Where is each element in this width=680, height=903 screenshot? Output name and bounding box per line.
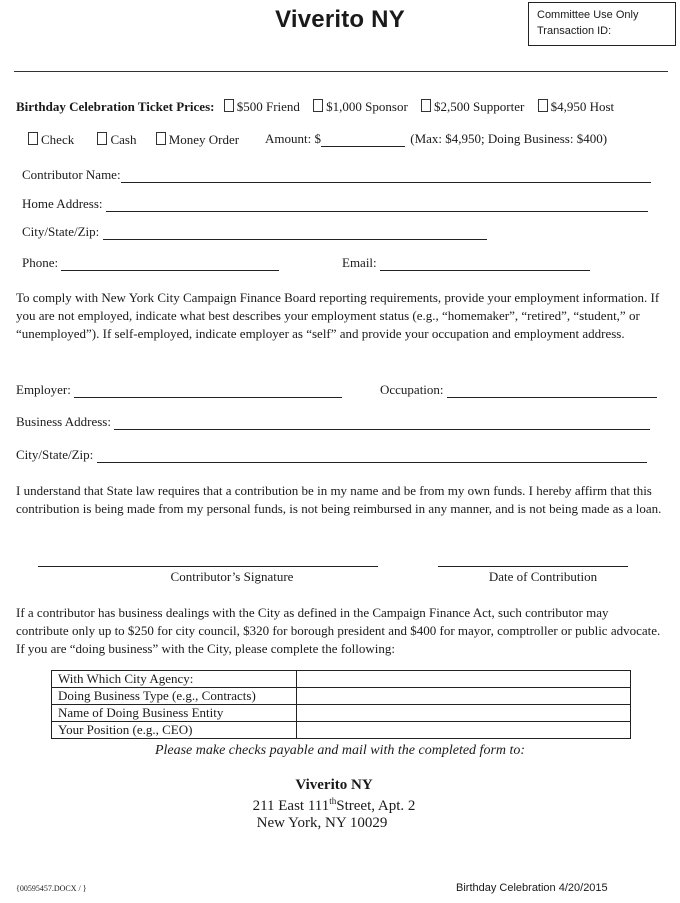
committee-use-box <box>528 2 676 46</box>
payment-money-order-label: Money Order <box>168 132 240 147</box>
business-address-row <box>16 414 650 430</box>
table-label-cell: Your Position (e.g., CEO) <box>52 722 297 739</box>
employer-label: Employer: <box>16 382 71 397</box>
payment-row <box>26 132 239 148</box>
business-entity-field[interactable] <box>297 705 631 722</box>
home-address-row <box>22 196 648 212</box>
supporter-checkbox[interactable] <box>421 99 431 112</box>
mailing-instruction: Please make checks payable and mail with the completed form to: <box>154 743 526 758</box>
amount-row <box>265 131 607 147</box>
transaction-id-label: Transaction ID: <box>537 25 612 37</box>
doing-business-table <box>51 670 631 739</box>
amount-max-note: (Max: $4,950; Doing Business: $400) <box>410 131 608 146</box>
contributor-name-field[interactable] <box>121 170 651 183</box>
employment-notice: To comply with New York City Campaign Finance Board reporting requirements, provide your employment information. If you are not employed, indicate what best describes your employment status (e.g., “homemaker”, “retired”, “student,” or “unemployed”). If self-employed, indicate employer as “self” and provide your occupation and employment address. <box>16 290 660 341</box>
signature-line[interactable] <box>38 566 378 567</box>
email-field[interactable] <box>380 258 590 271</box>
event-footer: Birthday Celebration 4/20/2015 <box>456 882 608 894</box>
signature-label: Contributor’s Signature <box>170 569 294 584</box>
ticket-option-friend: $500 Friend <box>236 99 300 114</box>
home-address-label: Home Address: <box>22 196 103 211</box>
home-city-row <box>22 224 487 240</box>
employer-row <box>16 382 342 398</box>
phone-row <box>22 255 279 271</box>
host-checkbox[interactable] <box>538 99 548 112</box>
contributor-name-label: Contributor Name: <box>22 167 121 182</box>
table-label-cell: With Which City Agency: <box>52 671 297 688</box>
payment-check-label: Check <box>41 132 75 147</box>
mailing-street <box>0 796 668 815</box>
sponsor-checkbox[interactable] <box>313 99 323 112</box>
city-agency-field[interactable] <box>297 671 631 688</box>
amount-label: Amount: $ <box>265 131 321 146</box>
affirmation-text: I understand that State law requires that a contribution be in my name and be from my own funds. I hereby affirm that this contribution is being made from my personal funds, is not being reimbursed in any manner, and is not being made as a loan. <box>16 483 662 516</box>
form-title: Viverito NY <box>275 6 405 33</box>
cash-checkbox[interactable] <box>97 132 107 145</box>
email-label: Email: <box>342 255 377 270</box>
table-row <box>52 671 631 688</box>
friend-checkbox[interactable] <box>224 99 234 112</box>
ticket-option-supporter: $2,500 Supporter <box>434 99 525 114</box>
business-address-label: Business Address: <box>16 414 111 429</box>
amount-field[interactable] <box>321 134 405 147</box>
business-city-row <box>16 447 647 463</box>
payment-cash-label: Cash <box>110 132 137 147</box>
business-type-field[interactable] <box>297 688 631 705</box>
street-sup: th <box>329 796 337 806</box>
header-divider <box>14 71 668 72</box>
business-notice: If a contributor has business dealings with the City as defined in the Campaign Finance Act, such contributor may contribute only up to $250 for city council, $320 for borough president and $400 for mayor, comptroller or public advocate. If you are “doing business” with the City, please complete the following: <box>16 605 661 656</box>
mailing-name: Viverito NY <box>295 777 373 793</box>
date-line[interactable] <box>438 566 628 567</box>
ticket-prices-label: Birthday Celebration Ticket Prices: <box>16 99 215 114</box>
position-field[interactable] <box>297 722 631 739</box>
home-address-field[interactable] <box>106 199 648 212</box>
home-city-field[interactable] <box>103 227 487 240</box>
phone-label: Phone: <box>22 255 59 270</box>
ticket-option-sponsor: $1,000 Sponsor <box>326 99 408 114</box>
street-prefix: 211 East 111 <box>252 798 330 814</box>
occupation-row <box>380 382 657 398</box>
table-row <box>52 688 631 705</box>
contributor-name-row <box>22 167 651 183</box>
business-city-field[interactable] <box>97 450 647 463</box>
business-city-label: City/State/Zip: <box>16 447 94 462</box>
table-row <box>52 705 631 722</box>
employer-field[interactable] <box>74 385 342 398</box>
email-row <box>342 255 590 271</box>
table-row <box>52 722 631 739</box>
table-label-cell: Doing Business Type (e.g., Contracts) <box>52 688 297 705</box>
ticket-option-host: $4,950 Host <box>550 99 615 114</box>
ticket-prices-row <box>16 99 614 115</box>
phone-field[interactable] <box>61 258 279 271</box>
committee-use-label: Committee Use Only <box>537 9 639 21</box>
home-city-label: City/State/Zip: <box>22 224 100 239</box>
date-label: Date of Contribution <box>488 569 598 584</box>
table-label-cell: Name of Doing Business Entity <box>52 705 297 722</box>
business-address-field[interactable] <box>114 417 650 430</box>
check-checkbox[interactable] <box>28 132 38 145</box>
occupation-label: Occupation: <box>380 382 444 397</box>
doc-id: {00595457.DOCX / } <box>16 884 87 893</box>
mailing-city: New York, NY 10029 <box>256 815 388 831</box>
street-suffix: Street, Apt. 2 <box>336 798 416 814</box>
occupation-field[interactable] <box>447 385 657 398</box>
money-order-checkbox[interactable] <box>156 132 166 145</box>
